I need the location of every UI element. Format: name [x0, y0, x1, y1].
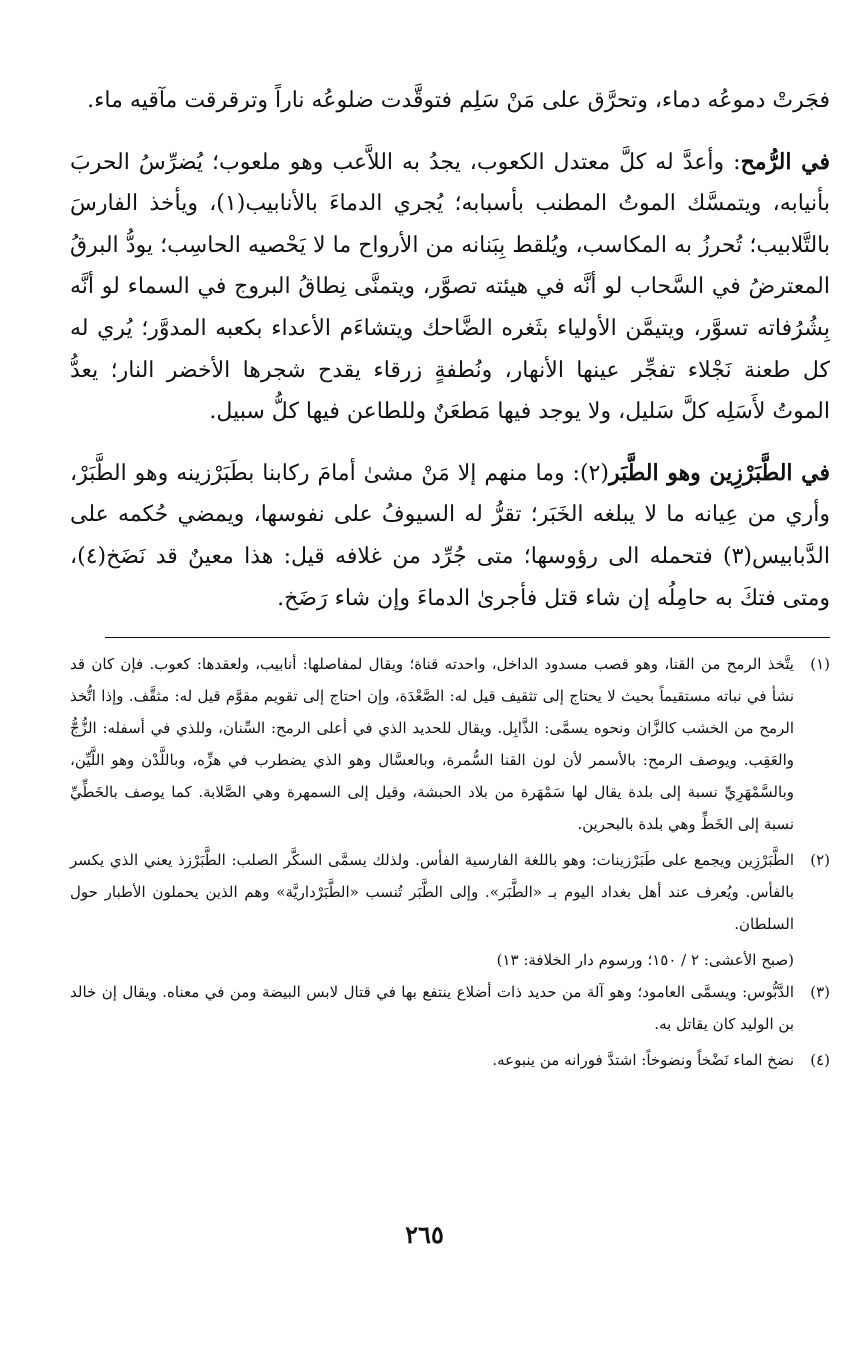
footnote-text: نضخ الماء نَضْخاً ونضوخاً: اشتدَّ فورانه من ينبوعه. [492, 1051, 794, 1070]
footnote-number: (٢) [810, 851, 830, 870]
footnote-number: (٣) [810, 983, 830, 1002]
footnote-2 [70, 844, 830, 940]
footnote-3 [70, 976, 830, 1040]
footnote-1 [70, 648, 830, 840]
section-heading-axe: في الطَّبَرْزِين وهو الطَّبَر [608, 459, 830, 486]
section-heading-spear: في الرُّمح [740, 148, 831, 175]
footnote-text: يتَّخذ الرمح من القنا، وهو قصب مسدود الداخل، واحدته قناة؛ ويقال لمفاصلها: أنابيب، ولعقدها: كعوب. فإن كان قد نشأ في نباته مستقيماً بحيث لا يحتاج إلى تثقيف قيل له: الصَّعْدَة، وإن احتاج إلى تقويم مقوَّم قيل له: مثقَّف. وإذا اتُّخذ الرمح من الخشب كالزَّان ونحوه يسمَّى: الذَّابِل. ويقال للحديد الذي في أعلى الرمح: السِّنان، وللذي في أسفله: الزُّجُّ والعَقِب. ويوصف الرمح: بالأسمر لأن لون القنا السُّمرة، وبالعسَّال وهو الذي يضطرب في هزِّه، وباللَّدْن وهو اللَّيِّن، وبالسَّمْهَرِيِّ نسبة إلى بلدة يقال لها سَمْهَرة من بلاد الحبشة، وقيل إلى السمهرة وهي الصَّلابة. كما يوصف بالخَطِّيِّ نسبة إلى الخَطِّ وهي بلدة بالبحرين. [70, 655, 794, 834]
page-number: ٢٦٥ [405, 1220, 444, 1249]
footnote-text: الدَّبُّوس: ويسمَّى العامود؛ وهو آلة من حديد ذات أضلاع ينتفع بها في قتال لابس البيضة ومن في معناه. ويقال إن خالد بن الوليد كان يقاتل به. [70, 983, 794, 1034]
footnote-text: الطَّبَرْزِين ويجمع على طَبَرْزينات: وهو باللغة الفارسية الفأس. ولذلك يسمَّى السكَّر الصلب: الطَّبَرْزذ يعني الذي يكسر بالفأس. ويُعرف عند أهل بغداد اليوم بـ «الطَّبَر». وإلى الطَّبَر تُنسب «الطَّبَرْداريَّة» وهم الذين يحملون الأطبار حول السلطان. [70, 851, 794, 934]
paragraph-text: فجَرتْ دموعُه دماء، وتحرَّق على مَنْ سَلِم فتوقَّدت ضلوعُه ناراً وترقرقت مآقيه ماء. [87, 88, 830, 113]
paragraph-axe [70, 453, 830, 619]
paragraph-spear [70, 142, 830, 433]
footnote-number: (١) [810, 655, 830, 674]
footnote-citation: (صبح الأعشى: ٢ / ١٥٠؛ ورسوم دار الخلافة: ١٣) [496, 951, 794, 970]
page-body [70, 80, 830, 1080]
paragraph-text: : وأعدَّ له كلَّ معتدل الكعوب، يجدُ به اللاَّعب وهو ملعوب؛ يُضرِّسُ الحربَ بأنيابه، ويتمسَّك الموتُ المطنب بأسبابه؛ يُجري الدماءَ بالأنابيب(١)، ويأخذ الفارسَ بالتَّلابيب؛ تُحرزُ به المكاسب، ويُلقط بِبَنانه من الأرواح ما لا يَحْصيه الحاسِب؛ يودُّ البرقُ المعترضُ في السَّحاب لو أنَّه في هيئته تصوَّر، ويتمنَّى نِطاقُ البروج في السماء لو أنَّه بِشُرُفاته تسوَّر، ويتيمَّن الأولياء بثَغره الضَّاحك ويتشاءَم الأعداء بكعبه المدوَّر؛ يُري له كل طعنة نَجْلاء تفجِّر عينها الأنهار، ونُطفةٍ زرقاء يقدح شجرها الأخضر النار؛ يعدُّ الموتُ لأَسَلِه كلَّ سَليل، ولا يوجد فيها مَطعَنٌ وللطاعن فيها كلُّ سبيل. [70, 149, 830, 425]
footnotes [70, 648, 830, 1076]
paragraph-opening [70, 80, 830, 122]
footnote-number: (٤) [810, 1051, 830, 1070]
footnote-divider [105, 637, 830, 638]
paragraph-text: (٢): وما منهم إلا مَنْ مشىٰ أمامَ ركابنا بطَبَرْزينه وهو الطَّبَرْ، وأري من عِيانه ما لا يبلغه الخَبَر؛ تقرُّ له السيوفُ على نفوسها، ويمضي حُكمه على الدَّبابيس(٣) فتحمله الى رؤوسها؛ متى جُرِّد من غلافه قيل: هذا معينٌ قد نَضَخ(٤)، ومتى فتكَ به حامِلُه إن شاء قتل فأجرىٰ الدماءَ وإن شاء رَضَخ. [70, 460, 830, 611]
footnote-4 [70, 1044, 830, 1076]
